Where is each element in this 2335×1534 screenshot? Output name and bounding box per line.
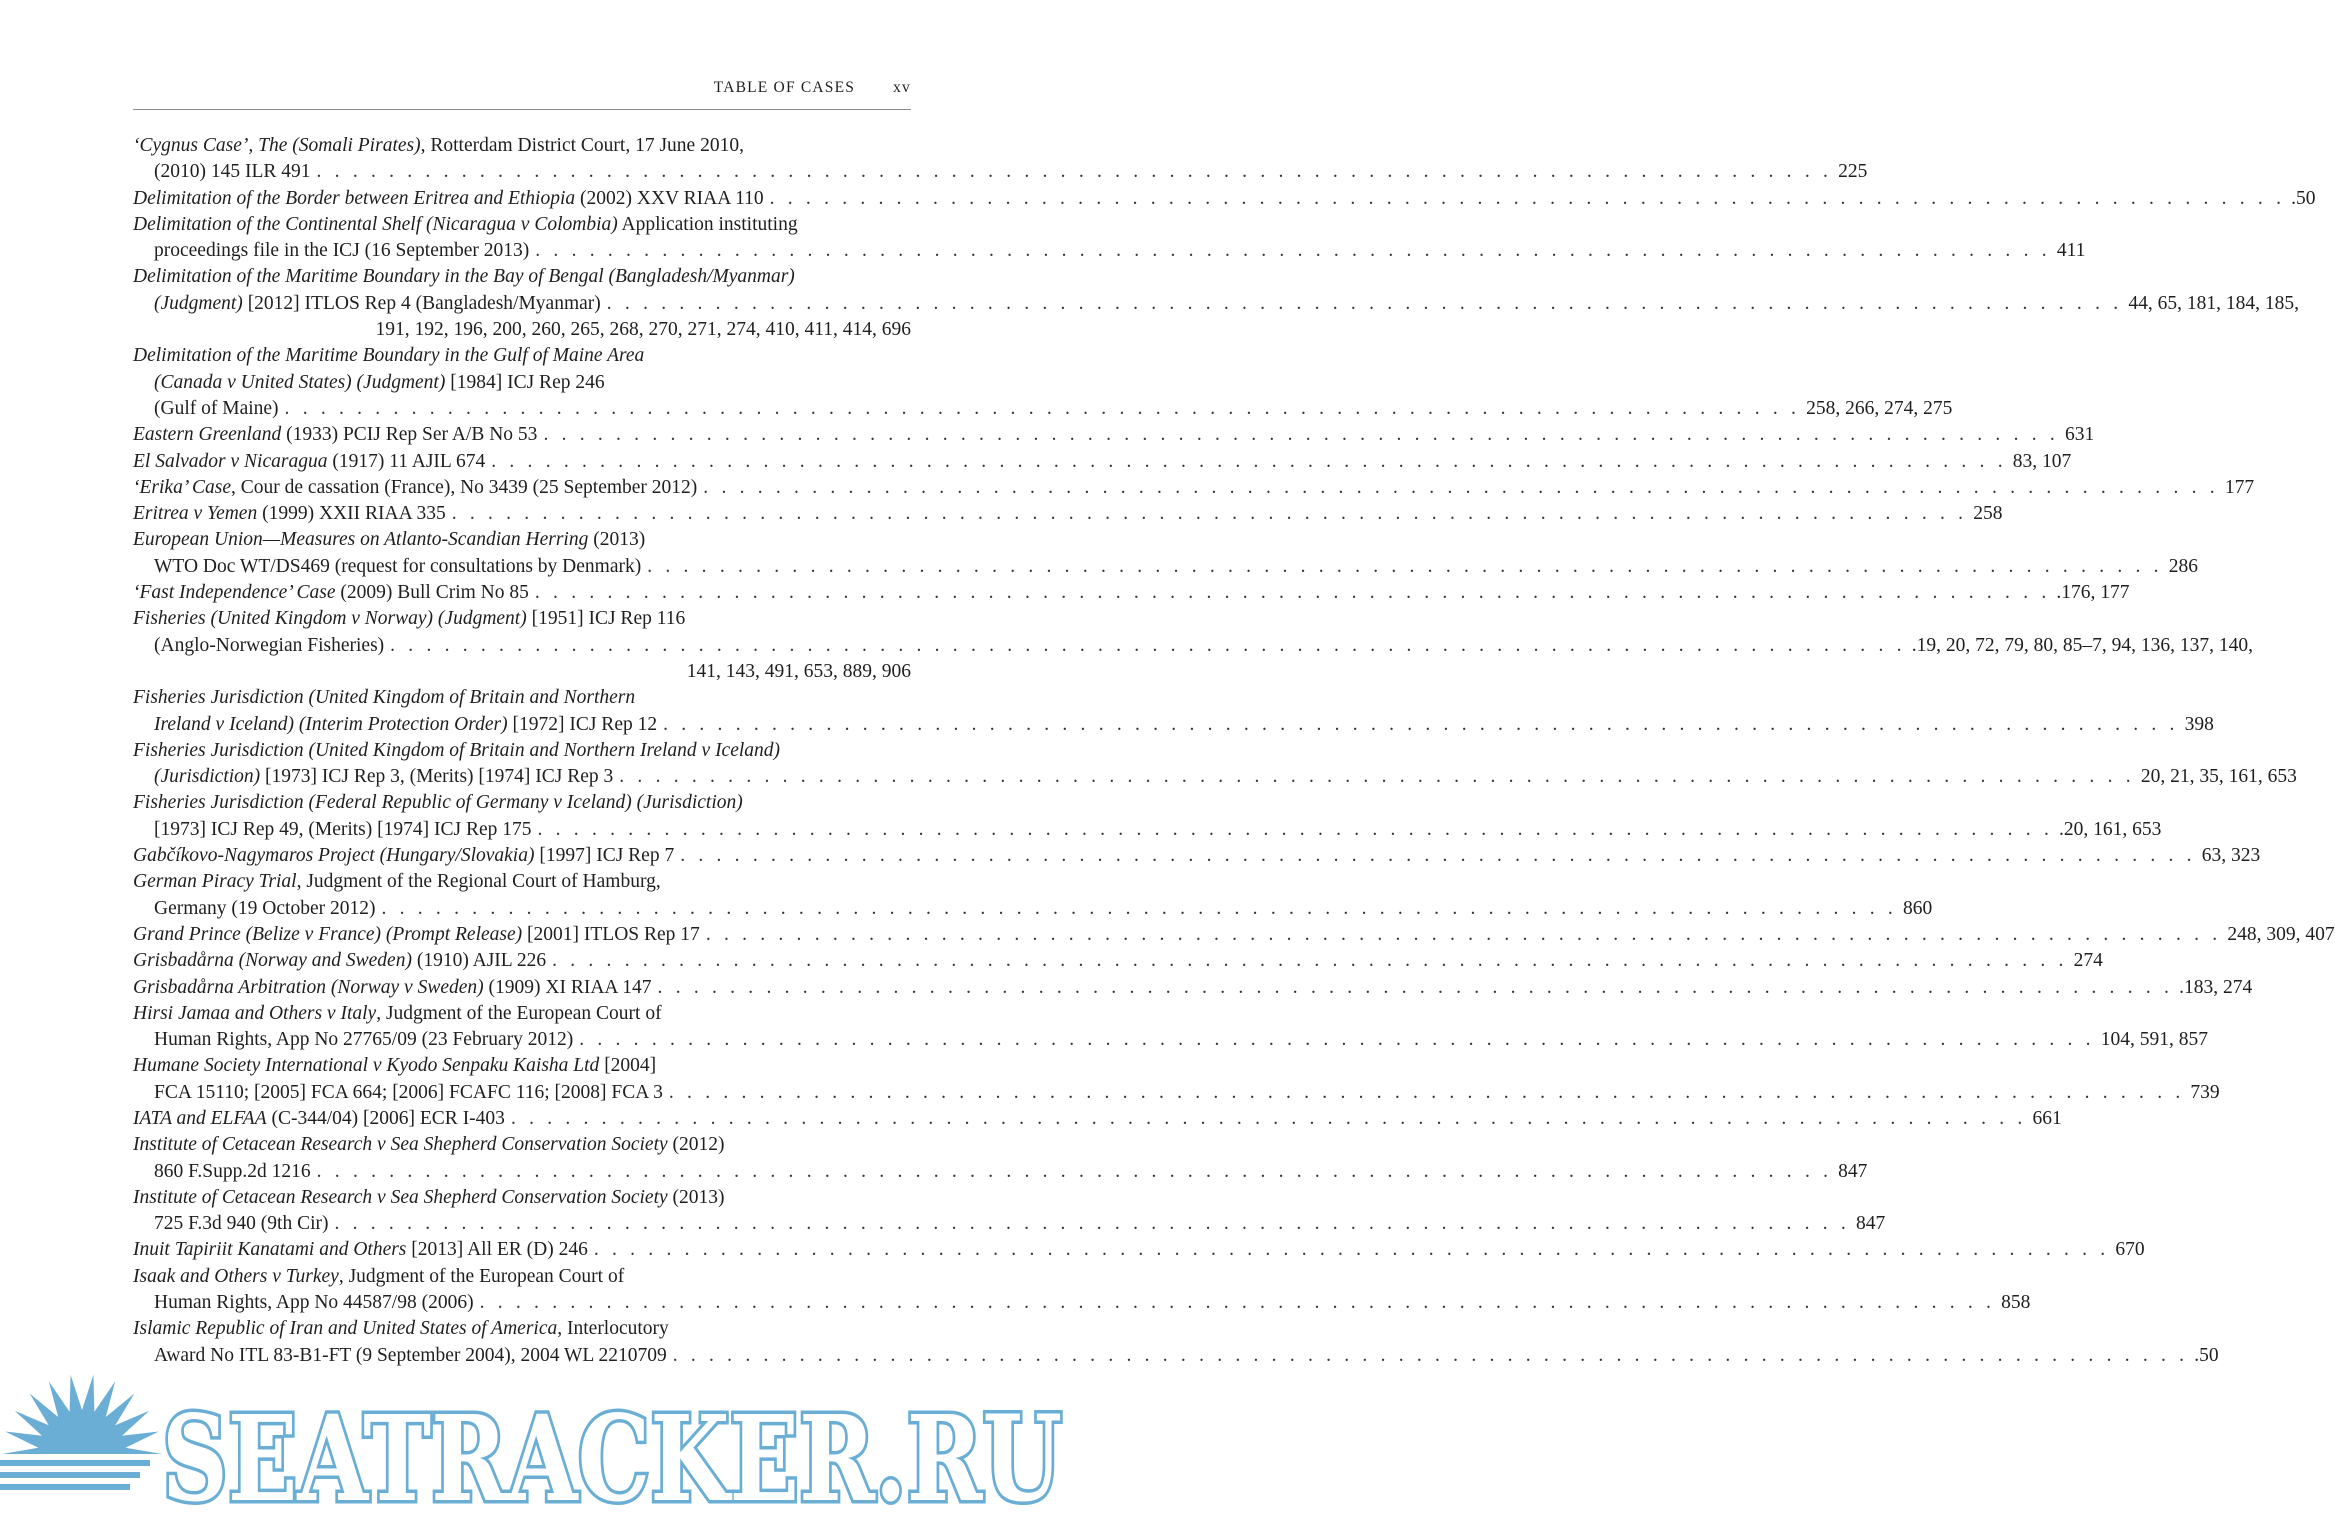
- citation-text: 725 F.3d 940 (9th Cir): [154, 1213, 329, 1235]
- case-name: Delimitation of the Continental Shelf (Nicaragua v Colombia): [133, 213, 618, 235]
- page-references: .20, 161, 653: [2059, 818, 2162, 840]
- case-entry: [133, 948, 2103, 974]
- dot-leader: [619, 764, 2135, 790]
- dot-leader: [334, 1211, 1850, 1237]
- case-entry-line: [133, 1290, 2031, 1316]
- case-citation: [154, 159, 311, 185]
- case-entry-line: [133, 869, 911, 895]
- case-entry: [133, 186, 2316, 212]
- dot-leader: [579, 1027, 2095, 1053]
- case-entry: [133, 922, 2335, 948]
- page-references: 191, 192, 196, 200, 260, 265, 268, 270, 271, 274, 410, 411, 414, 696: [375, 319, 911, 341]
- case-name: Gabčíkovo-Nagymaros Project (Hungary/Slovakia): [133, 845, 535, 867]
- case-citation: [133, 1316, 669, 1342]
- page-references: 858: [2001, 1292, 2031, 1314]
- case-name: Eritrea v Yemen: [133, 503, 258, 525]
- table-of-cases-list: [133, 133, 2335, 1369]
- case-citation: [154, 1343, 667, 1369]
- dot-leader: [552, 948, 2068, 974]
- case-citation: [154, 291, 601, 317]
- case-entry-line: [133, 1001, 911, 1027]
- citation-text: , Judgment of the Regional Court of Hamburg,: [296, 871, 661, 893]
- citation-text: , Rotterdam District Court, 17 June 2010,: [420, 135, 744, 156]
- dot-leader: [663, 712, 2179, 738]
- case-entry-line: [133, 343, 911, 369]
- case-entry-line: [133, 948, 2103, 974]
- case-name: IATA and ELFAA: [133, 1107, 267, 1129]
- citation-text: , Cour de cassation (France), No 3439 (25 September 2012): [231, 476, 698, 498]
- case-citation: [133, 343, 644, 369]
- dot-leader: [381, 896, 1897, 922]
- citation-text: Application instituting: [617, 213, 798, 235]
- dot-leader: [647, 554, 2163, 580]
- case-entry: [133, 1132, 1868, 1185]
- case-citation: [133, 869, 661, 895]
- case-entry: [133, 501, 2003, 527]
- dot-leader: [770, 186, 2286, 212]
- case-entry-line: [133, 1185, 911, 1211]
- case-citation: [133, 1053, 656, 1079]
- case-entry-line: [133, 1343, 2219, 1369]
- citation-text: [1951] ICJ Rep 116: [526, 608, 686, 630]
- page-references: 670: [2115, 1239, 2145, 1261]
- case-entry-line: [133, 527, 911, 553]
- case-name: Grand Prince (Belize v France) (Prompt Release): [133, 923, 523, 945]
- citation-text: FCA 15110; [2005] FCA 664; [2006] FCAFC 116; [2008] FCA 3: [154, 1081, 663, 1103]
- page-number: xv: [893, 79, 911, 96]
- page-references: 104, 591, 857: [2100, 1029, 2209, 1051]
- case-entry-line: [133, 133, 911, 159]
- case-name: (Canada v United States) (Judgment): [154, 371, 446, 393]
- case-citation: [133, 790, 743, 816]
- page-references: .183, 274: [2179, 976, 2253, 998]
- page-references: 274: [2073, 950, 2103, 972]
- case-citation: [133, 186, 764, 212]
- case-citation: [133, 685, 635, 711]
- case-entry: [133, 738, 2297, 791]
- case-citation: [133, 527, 645, 553]
- dot-leader: [594, 1237, 2110, 1263]
- citation-text: (2002) XXV RIAA 110: [575, 187, 764, 209]
- citation-text: (1917) 11 AJIL 674: [327, 450, 486, 472]
- case-entry-line: [133, 396, 1953, 422]
- dot-leader: [538, 817, 2054, 843]
- page-references: 847: [1856, 1213, 1886, 1235]
- citation-text: (2012): [667, 1134, 725, 1156]
- case-citation: [133, 1237, 588, 1263]
- page-references: 225: [1838, 161, 1868, 183]
- dot-leader: [680, 843, 2196, 869]
- case-citation: [133, 738, 780, 764]
- page-references: 739: [2190, 1081, 2220, 1103]
- case-entry-line: [133, 422, 2095, 448]
- case-entry-line: [133, 1106, 2062, 1132]
- dot-leader: [703, 475, 2219, 501]
- case-name: Fisheries Jurisdiction (United Kingdom of Britain and Northern: [133, 687, 636, 709]
- case-entry: [133, 1106, 2062, 1132]
- citation-text: (2010) 145 ILR 491: [154, 161, 311, 183]
- page-references: .19, 20, 72, 79, 80, 85–7, 94, 136, 137, 140,: [1911, 634, 2253, 656]
- case-entry-line: [133, 843, 2261, 869]
- case-citation: [133, 449, 485, 475]
- citation-text: Human Rights, App No 27765/09 (23 February 2012): [154, 1029, 574, 1051]
- watermark: [0, 1372, 1080, 1534]
- case-citation: [154, 712, 657, 738]
- case-entry-line: [133, 790, 911, 816]
- dot-leader: [658, 975, 2174, 1001]
- page-references: 847: [1838, 1160, 1868, 1182]
- case-entry-line: [133, 606, 911, 632]
- case-name: Fisheries (United Kingdom v Norway) (Judgment): [133, 608, 527, 630]
- case-citation: [154, 1159, 311, 1185]
- case-name: Institute of Cetacean Research v Sea Shepherd Conservation Society: [133, 1186, 668, 1208]
- page-references: 258: [1973, 503, 2003, 525]
- dot-leader: [285, 396, 1801, 422]
- case-entry: [133, 1053, 2220, 1106]
- case-entry: [133, 606, 2253, 685]
- citation-text: [2013] All ER (D) 246: [406, 1239, 588, 1261]
- case-citation: [154, 1027, 573, 1053]
- dot-leader: [452, 501, 1968, 527]
- citation-text: (1933) PCIJ Rep Ser A/B No 53: [281, 424, 538, 446]
- case-citation: [133, 1132, 725, 1158]
- page-references: .50: [2194, 1344, 2219, 1366]
- case-entry-line: [133, 1264, 911, 1290]
- citation-text: (2013): [588, 529, 646, 551]
- dot-leader: [535, 580, 2051, 606]
- case-citation: [133, 212, 798, 238]
- dot-leader: [480, 1290, 1996, 1316]
- citation-text: (1910) AJIL 226: [411, 950, 547, 972]
- case-name: Delimitation of the Maritime Boundary in the Bay of Bengal (Bangladesh/Myanmar): [133, 266, 795, 288]
- case-entry: [133, 343, 1953, 422]
- case-entry: [133, 869, 1933, 922]
- citation-text: , Judgment of the European Court of: [376, 1002, 662, 1024]
- case-entry-line: [133, 922, 2335, 948]
- case-name: German Piracy Trial: [133, 871, 297, 893]
- case-name: Eastern Greenland: [133, 424, 282, 446]
- case-citation: [154, 764, 613, 790]
- case-entry-line: [133, 291, 2299, 317]
- page-references: 141, 143, 491, 653, 889, 906: [686, 660, 911, 682]
- case-entry: [133, 1264, 2031, 1317]
- case-entry: [133, 790, 2162, 843]
- page-references: 286: [2168, 555, 2198, 577]
- page-references: 398: [2184, 713, 2214, 735]
- case-name: Ireland v Iceland) (Interim Protection Order): [154, 713, 508, 735]
- case-citation: [133, 264, 795, 290]
- watermark-text: SEATRACKER.RU: [162, 1389, 1062, 1528]
- page-references: 258, 266, 274, 275: [1806, 397, 1953, 419]
- case-citation: [154, 1211, 328, 1237]
- case-entry-line: [133, 501, 2003, 527]
- case-citation: [154, 370, 605, 396]
- case-entry: [133, 975, 2253, 1001]
- citation-text: (Anglo-Norwegian Fisheries): [154, 634, 385, 656]
- page-references: 248, 309, 407: [2227, 923, 2335, 945]
- citation-text: Award No ITL 83-B1-FT (9 September 2004), 2004 WL 2210709: [154, 1344, 667, 1366]
- citation-text: [1973] ICJ Rep 3, (Merits) [1974] ICJ Rep 3: [260, 766, 614, 788]
- case-entry-line: [133, 685, 911, 711]
- citation-text: [1997] ICJ Rep 7: [534, 845, 675, 867]
- case-entry: [133, 685, 2214, 738]
- running-header: [133, 79, 911, 110]
- page-references: 411: [2056, 240, 2086, 262]
- citation-text: [2001] ITLOS Rep 17: [522, 923, 700, 945]
- case-name: Fisheries Jurisdiction (Federal Republic of Germany v Iceland) (Jurisdiction): [133, 792, 743, 814]
- case-citation: [154, 633, 384, 659]
- citation-text: Germany (19 October 2012): [154, 897, 376, 919]
- dot-leader: [669, 1080, 2185, 1106]
- case-name: Inuit Tapiriit Kanatami and Others: [133, 1239, 407, 1261]
- case-entry: [133, 449, 2072, 475]
- case-citation: [133, 133, 744, 159]
- case-entry-line: [133, 712, 2214, 738]
- citation-text: [1973] ICJ Rep 49, (Merits) [1974] ICJ Rep 175: [154, 818, 532, 840]
- dot-leader: [390, 633, 1906, 659]
- case-name: Delimitation of the Maritime Boundary in the Gulf of Maine Area: [133, 345, 645, 367]
- case-entry-line: [133, 1132, 911, 1158]
- dot-leader: [317, 159, 1833, 185]
- case-entry-line: [133, 817, 2162, 843]
- page-references: .50: [2291, 187, 2316, 209]
- case-entry-line: [133, 896, 1933, 922]
- case-name: Institute of Cetacean Research v Sea Shepherd Conservation Society: [133, 1134, 668, 1156]
- case-name: European Union—Measures on Atlanto-Scandian Herring: [133, 529, 589, 551]
- dot-leader: [535, 238, 2051, 264]
- case-citation: [154, 238, 529, 264]
- case-citation: [154, 896, 375, 922]
- case-entry-line: [133, 975, 2253, 1001]
- case-entry: [133, 422, 2095, 448]
- case-name: ‘Erika’ Case: [133, 476, 232, 498]
- case-entry-line: [133, 659, 911, 685]
- case-citation: [133, 922, 700, 948]
- running-title: TABLE OF CASES: [713, 79, 856, 96]
- case-citation: [154, 1290, 474, 1316]
- case-entry-line: [133, 554, 2198, 580]
- citation-text: Human Rights, App No 44587/98 (2006): [154, 1292, 474, 1314]
- case-citation: [133, 948, 546, 974]
- case-entry-line: [133, 238, 2086, 264]
- case-name: El Salvador v Nicaragua: [133, 450, 328, 472]
- case-name: ‘Fast Independence’ Case: [133, 582, 336, 604]
- case-entry: [133, 212, 2086, 265]
- dot-leader: [317, 1159, 1833, 1185]
- case-entry: [133, 1316, 2219, 1369]
- citation-text: 860 F.Supp.2d 1216: [154, 1160, 311, 1182]
- case-name: (Jurisdiction): [154, 766, 261, 788]
- case-entry-line: [133, 186, 2316, 212]
- citation-text: (C-344/04) [2006] ECR I-403: [266, 1107, 505, 1129]
- sun-logo-icon: [0, 1375, 162, 1534]
- citation-text: (Gulf of Maine): [154, 397, 279, 419]
- case-citation: [133, 843, 674, 869]
- case-entry: [133, 133, 1868, 186]
- dot-leader: [607, 291, 2123, 317]
- citation-text: (2013): [667, 1186, 725, 1208]
- case-citation: [133, 580, 529, 606]
- case-name: Fisheries Jurisdiction (United Kingdom of Britain and Northern Ireland v Iceland): [133, 739, 781, 761]
- case-citation: [133, 1106, 505, 1132]
- case-entry-line: [133, 159, 1868, 185]
- case-name: (Judgment): [154, 292, 243, 314]
- case-entry-line: [133, 633, 2253, 659]
- case-entry: [133, 475, 2255, 501]
- citation-text: [1972] ICJ Rep 12: [507, 713, 658, 735]
- case-citation: [154, 396, 279, 422]
- citation-text: [2004]: [599, 1055, 657, 1077]
- citation-text: [2012] ITLOS Rep 4 (Bangladesh/Myanmar): [242, 292, 601, 314]
- case-entry-line: [133, 317, 911, 343]
- case-name: Humane Society International v Kyodo Senpaku Kaisha Ltd: [133, 1055, 600, 1077]
- case-entry-line: [133, 1159, 1868, 1185]
- case-entry-line: [133, 1316, 911, 1342]
- page-references: 63, 323: [2201, 845, 2261, 867]
- case-entry: [133, 527, 2198, 580]
- case-citation: [154, 554, 641, 580]
- citation-text: (1999) XXII RIAA 335: [257, 503, 446, 525]
- case-name: Islamic Republic of Iran and United States of America: [133, 1318, 558, 1340]
- case-citation: [133, 422, 537, 448]
- case-name: Grisbadårna Arbitration (Norway v Sweden): [133, 976, 484, 998]
- dot-leader: [511, 1106, 2027, 1132]
- citation-text: (1909) XI RIAA 147: [483, 976, 652, 998]
- page-references: 177: [2224, 476, 2255, 498]
- case-name: Isaak and Others v Turkey: [133, 1265, 339, 1287]
- dot-leader: [673, 1343, 2189, 1369]
- page-references: 661: [2032, 1107, 2062, 1129]
- page-references: .176, 177: [2056, 582, 2130, 604]
- dot-leader: [706, 922, 2222, 948]
- case-entry: [133, 1001, 2209, 1054]
- page-references: 83, 107: [2012, 450, 2072, 472]
- case-entry-line: [133, 1053, 911, 1079]
- case-name: Hirsi Jamaa and Others v Italy: [133, 1002, 377, 1024]
- case-citation: [133, 606, 685, 632]
- case-citation: [154, 1080, 663, 1106]
- case-entry-line: [133, 1080, 2220, 1106]
- case-entry-line: [133, 449, 2072, 475]
- case-entry-line: [133, 1237, 2145, 1263]
- case-citation: [133, 1185, 725, 1211]
- case-entry-line: [133, 264, 911, 290]
- case-entry-line: [133, 475, 2255, 501]
- case-citation: [133, 475, 697, 501]
- case-entry-line: [133, 580, 2130, 606]
- case-entry: [133, 580, 2130, 606]
- dot-leader: [543, 422, 2059, 448]
- case-entry: [133, 264, 2299, 343]
- case-name: Delimitation of the Border between Eritrea and Ethiopia: [133, 187, 576, 209]
- case-entry: [133, 1185, 1886, 1238]
- citation-text: [1984] ICJ Rep 246: [445, 371, 605, 393]
- case-citation: [154, 817, 532, 843]
- case-entry-line: [133, 212, 911, 238]
- citation-text: proceedings file in the ICJ (16 September 2013): [154, 240, 530, 262]
- dot-leader: [491, 449, 2007, 475]
- case-citation: [133, 1001, 662, 1027]
- case-entry-line: [133, 1027, 2209, 1053]
- citation-text: (2009) Bull Crim No 85: [335, 582, 529, 604]
- citation-text: WTO Doc WT/DS469 (request for consultations by Denmark): [154, 555, 642, 577]
- case-name: ‘Cygnus Case’, The (Somali Pirates): [133, 135, 421, 156]
- case-entry: [133, 1237, 2145, 1263]
- case-citation: [133, 975, 652, 1001]
- case-citation: [133, 1264, 624, 1290]
- case-name: Grisbadårna (Norway and Sweden): [133, 950, 412, 972]
- page-references: 44, 65, 181, 184, 185,: [2128, 292, 2299, 314]
- page-references: 860: [1903, 897, 1933, 919]
- case-entry-line: [133, 738, 911, 764]
- case-entry-line: [133, 370, 911, 396]
- case-entry-line: [133, 764, 2297, 790]
- citation-text: , Judgment of the European Court of: [338, 1265, 625, 1287]
- case-citation: [133, 501, 446, 527]
- citation-text: , Interlocutory: [557, 1318, 669, 1340]
- page-references: 20, 21, 35, 161, 653: [2140, 766, 2297, 788]
- case-entry-line: [133, 1211, 1886, 1237]
- page-references: 631: [2064, 424, 2095, 446]
- case-entry: [133, 843, 2261, 869]
